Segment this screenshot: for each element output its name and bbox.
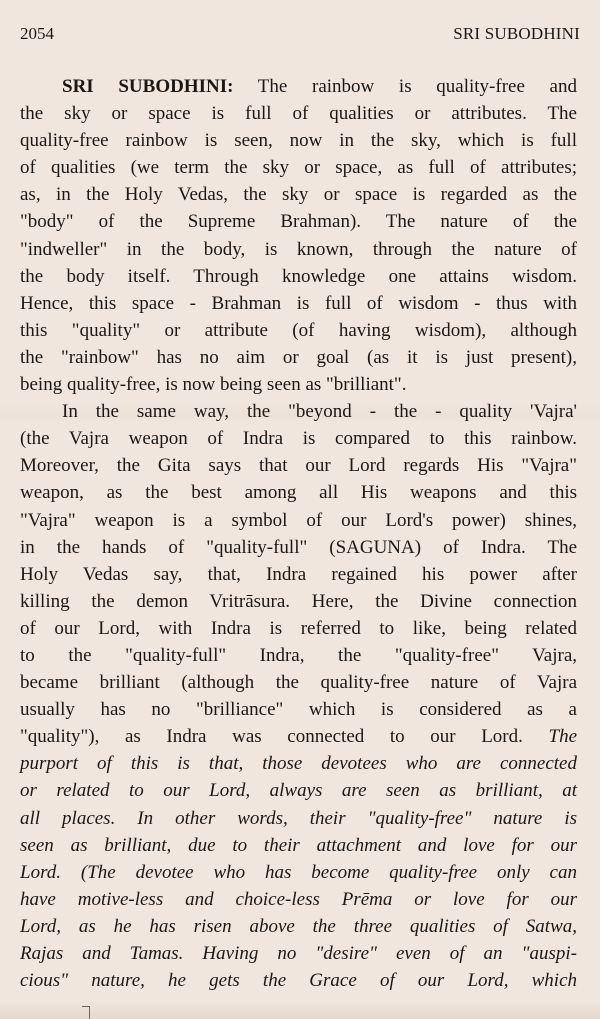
text-line: purport of this is that, those devotees who are connected <box>20 753 577 775</box>
text-line: the sky or space is full of qualities or attributes. The <box>20 103 577 125</box>
text-line: (the Vajra weapon of Indra is compared to this rainbow. <box>20 428 577 450</box>
text-line: in the hands of "quality-full" (SAGUNA) of Indra. The <box>20 536 577 558</box>
text-line: Lord, as he has risen above the three qualities of Satwa, <box>20 915 577 937</box>
text-line: "body" of the Supreme Brahman). The nature of the <box>20 211 577 233</box>
text-line: the "rainbow" has no aim or goal (as it is just present), <box>20 346 577 368</box>
text-line: Lord. (The devotee who has become quality-free only can <box>20 861 577 883</box>
text-line: quality-free rainbow is seen, now in the sky, which is full <box>20 130 577 152</box>
text-line: to the "quality-full" Indra, the "quality-free" Vajra, <box>20 644 577 666</box>
text-line: "quality"), as Indra was connected to our Lord. The <box>20 726 577 748</box>
text-line: the body itself. Through knowledge one attains wisdom. <box>20 265 577 287</box>
text-line: became brilliant (although the quality-free nature of Vajra <box>20 672 577 694</box>
text-line: all places. In other words, their "quality-free" nature is <box>20 807 577 829</box>
text-line: In the same way, the "beyond - the - quality 'Vajra' <box>62 401 577 423</box>
body-text <box>20 73 577 994</box>
text-line: cious" nature, he gets the Grace of our Lord, which <box>20 970 577 992</box>
text-line: this "quality" or attribute (of having wisdom), although <box>20 319 577 341</box>
text-line: Hence, this space - Brahman is full of wisdom - thus with <box>20 292 577 314</box>
text-line: weapon, as the best among all His weapons and this <box>20 482 577 504</box>
text-line: of qualities (we term the sky or space, as full of attributes; <box>20 157 577 179</box>
text-line: being quality-free, is now being seen as "brilliant". <box>20 374 407 396</box>
text-line: have motive-less and choice-less Prēma or love for our <box>20 888 577 910</box>
text-line: SRI SUBODHINI: The rainbow is quality-free and <box>62 76 577 97</box>
lead-in: SRI SUBODHINI: <box>62 76 234 97</box>
text-line: of our Lord, with Indra is referred to like, being related <box>20 617 577 639</box>
text-line: Holy Vedas say, that, Indra regained his power after <box>20 563 577 585</box>
text-line: or related to our Lord, always are seen as brilliant, at <box>20 780 577 802</box>
text-line: "indweller" in the body, is known, through the nature of <box>20 238 577 260</box>
running-title: SRI SUBODHINI <box>453 24 580 43</box>
printer-mark <box>82 1006 90 1019</box>
text-line: seen as brilliant, due to their attachment and love for our <box>20 834 577 856</box>
bottom-page-edge <box>0 1001 600 1019</box>
page-number: 2054 <box>20 24 54 43</box>
page-header <box>20 24 580 46</box>
text-line: killing the demon Vritrāsura. Here, the Divine connection <box>20 590 577 612</box>
text-line: "Vajra" weapon is a symbol of our Lord's power) shines, <box>20 509 577 531</box>
text-line: usually has no "brilliance" which is considered as a <box>20 699 577 721</box>
text-line: Rajas and Tamas. Having no "desire" even of an "auspi- <box>20 943 577 964</box>
text-line: Moreover, the Gita says that our Lord regards His "Vajra" <box>20 455 577 477</box>
text-line: as, in the Holy Vedas, the sky or space is regarded as the <box>20 184 577 206</box>
